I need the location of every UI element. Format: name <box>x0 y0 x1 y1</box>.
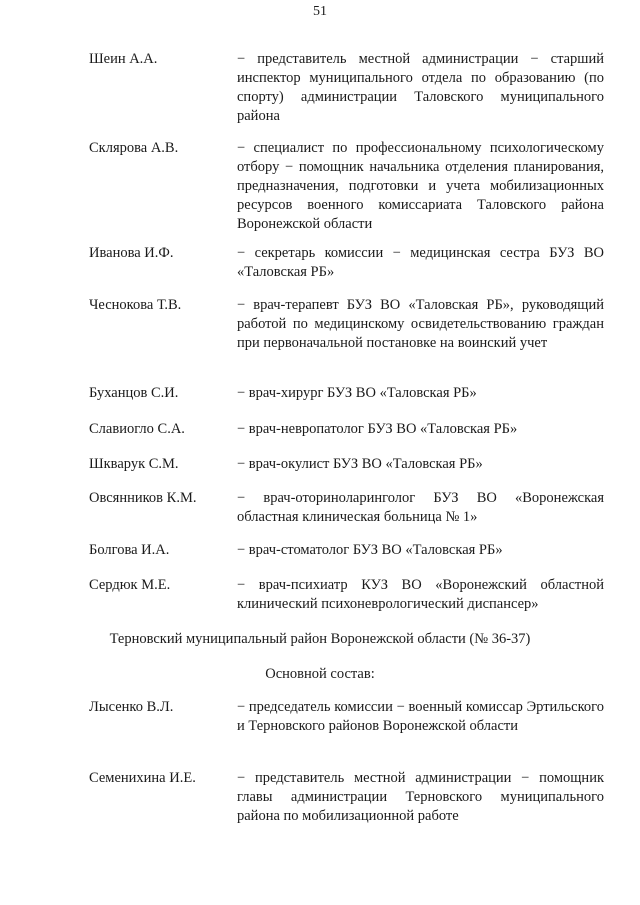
member-role: − врач-невропатолог БУЗ ВО «Таловская РБ» <box>237 421 518 437</box>
member-name: Семенихина И.Е. <box>89 770 196 786</box>
member-role: − специалист по профессиональному психологическому отбору − помощник начальника отделения планирования, предназначения, подготовки и учета мобилизационных ресурсов военного комиссариата Таловского района Воронежской области <box>237 140 604 232</box>
member-name: Сердюк М.Е. <box>89 577 171 593</box>
subsection-title: Основной состав: <box>265 666 375 682</box>
member-role: − председатель комиссии − военный комиссар Эртильского и Терновского районов Воронежской области <box>237 699 604 734</box>
member-name: Склярова А.В. <box>89 140 179 156</box>
member-role: − врач-терапевт БУЗ ВО «Таловская РБ», руководящий работой по медицинскому освидетельствованию граждан при первоначальной постановке на воинский учет <box>237 297 604 351</box>
member-role: − врач-психиатр КУЗ ВО «Воронежский областной клинический психоневрологический диспансер» <box>237 577 604 612</box>
member-name: Овсянников К.М. <box>89 490 197 506</box>
member-name: Славиогло С.А. <box>89 421 185 437</box>
member-role: − врач-окулист БУЗ ВО «Таловская РБ» <box>237 456 483 472</box>
member-role: − секретарь комиссии − медицинская сестра БУЗ ВО «Таловская РБ» <box>237 245 604 280</box>
member-name: Иванова И.Ф. <box>89 245 174 261</box>
member-role: − врач-хирург БУЗ ВО «Таловская РБ» <box>237 385 477 401</box>
page-number: 51 <box>313 4 327 19</box>
member-name: Буханцов С.И. <box>89 385 179 401</box>
member-name: Болгова И.А. <box>89 542 170 558</box>
member-name: Лысенко В.Л. <box>89 699 174 715</box>
member-role: − представитель местной администрации − помощник главы администрации Терновского муниципального района по мобилизационной работе <box>237 770 604 824</box>
member-name: Шкварук С.М. <box>89 456 179 472</box>
member-role: − врач-оториноларинголог БУЗ ВО «Воронежская областная клиническая больница № 1» <box>237 490 604 525</box>
member-role: − представитель местной администрации − старший инспектор муниципального отдела по образованию (по спорту) администрации Таловского муниципального района <box>237 51 604 124</box>
member-role: − врач-стоматолог БУЗ ВО «Таловская РБ» <box>237 542 503 558</box>
section-title: Терновский муниципальный район Воронежской области (№ 36-37) <box>109 631 531 647</box>
member-name: Чеснокова Т.В. <box>89 297 182 313</box>
member-name: Шеин А.А. <box>89 51 158 67</box>
